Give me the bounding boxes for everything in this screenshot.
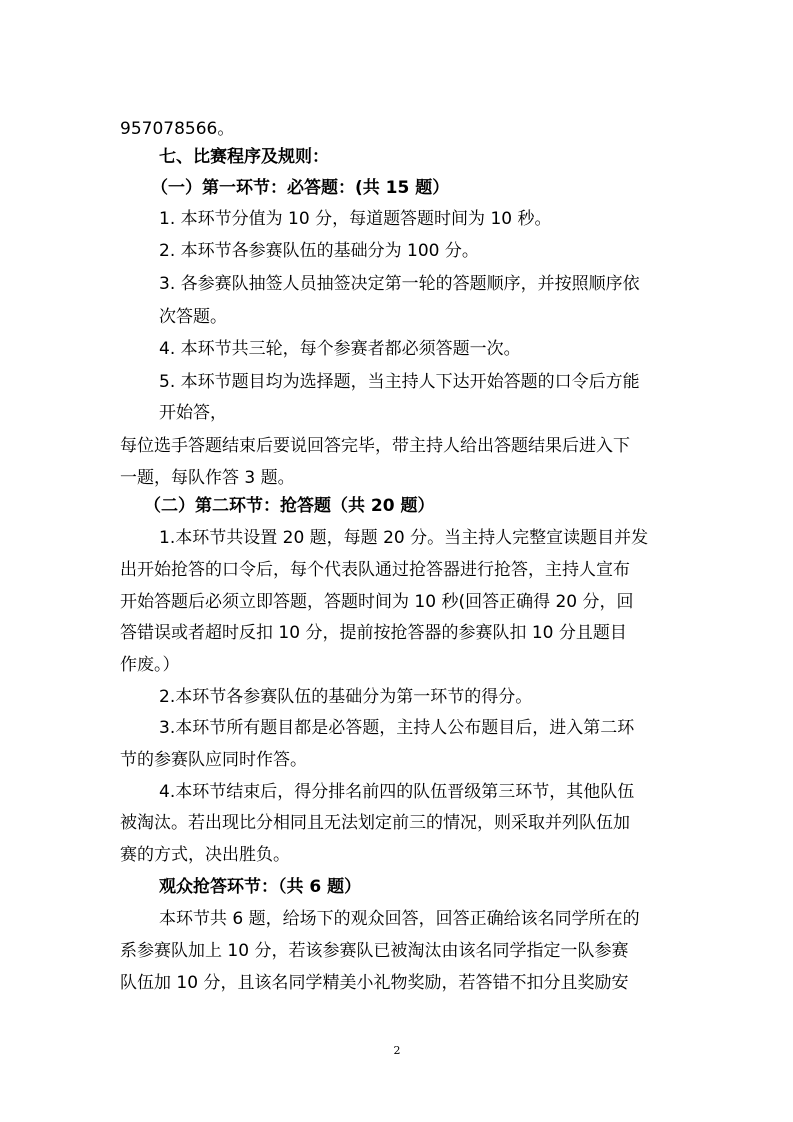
page-number: 2 — [393, 1044, 401, 1057]
text-line: 1.本环节共设置 20 题，每题 20 分。当主持人完整宣读题目并发 — [159, 528, 649, 548]
text-line: 5. 本环节题目均为选择题，当主持人下达开始答题的口令后方能 — [159, 372, 640, 392]
text-line: 一题，每队作答 3 题。 — [120, 468, 295, 488]
section-heading: 观众抢答环节：（共 6 题） — [159, 877, 362, 897]
text-line: 2. 本环节各参赛队伍的基础分为 100 分。 — [159, 241, 479, 261]
text-line: 2.本环节各参赛队伍的基础分为第一环节的得分。 — [159, 687, 533, 707]
text-line: 次答题。 — [159, 307, 227, 327]
section-heading: 七、比赛程序及规则： — [159, 147, 329, 167]
text-line: 4.本环节结束后，得分排名前四的队伍晋级第三环节，其他队伍 — [159, 782, 635, 802]
text-line: 本环节共 6 题，给场下的观众回答，回答正确给该名同学所在的 — [159, 909, 640, 929]
text-line: 957078566。 — [120, 119, 235, 139]
text-line: 开始答， — [159, 403, 227, 423]
text-line: 3.本环节所有题目都是必答题，主持人公布题目后，进入第二环 — [159, 718, 635, 738]
text-line: 3. 各参赛队抽签人员抽签决定第一轮的答题顺序，并按照顺序依 — [159, 274, 640, 294]
text-line: 被淘汰。若出现比分相同且无法划定前三的情况，则采取并列队伍加 — [120, 813, 630, 833]
text-line: 1. 本环节分值为 10 分，每道题答题时间为 10 秒。 — [159, 209, 552, 229]
text-line: 作废。） — [120, 655, 180, 675]
text-line: 每位选手答题结束后要说回答完毕，带主持人给出答题结果后进入下 — [120, 436, 630, 456]
text-line: 答错误或者超时反扣 10 分，提前按抢答器的参赛队扣 10 分且题目 — [120, 623, 627, 643]
text-line: 赛的方式，决出胜负。 — [120, 845, 290, 865]
text-line: 4. 本环节共三轮，每个参赛者都必须答题一次。 — [159, 339, 521, 359]
subsection-heading: （二）第二环节：抢答题（共 20 题） — [144, 496, 435, 516]
text-line: 出开始抢答的口令后，每个代表队通过抢答器进行抢答，主持人宣布 — [120, 560, 630, 580]
text-line: 开始答题后必须立即答题，答题时间为 10 秒(回答正确得 20 分，回 — [120, 592, 634, 612]
text-line: 节的参赛队应同时作答。 — [120, 750, 307, 770]
text-line: 系参赛队加上 10 分，若该参赛队已被淘汰由该名同学指定一队参赛 — [120, 941, 629, 961]
text-line: 队伍加 10 分，且该名同学精美小礼物奖励，若答错不扣分且奖励安 — [120, 973, 629, 993]
subsection-heading: （一）第一环节：必答题：(共 15 题） — [151, 178, 450, 198]
